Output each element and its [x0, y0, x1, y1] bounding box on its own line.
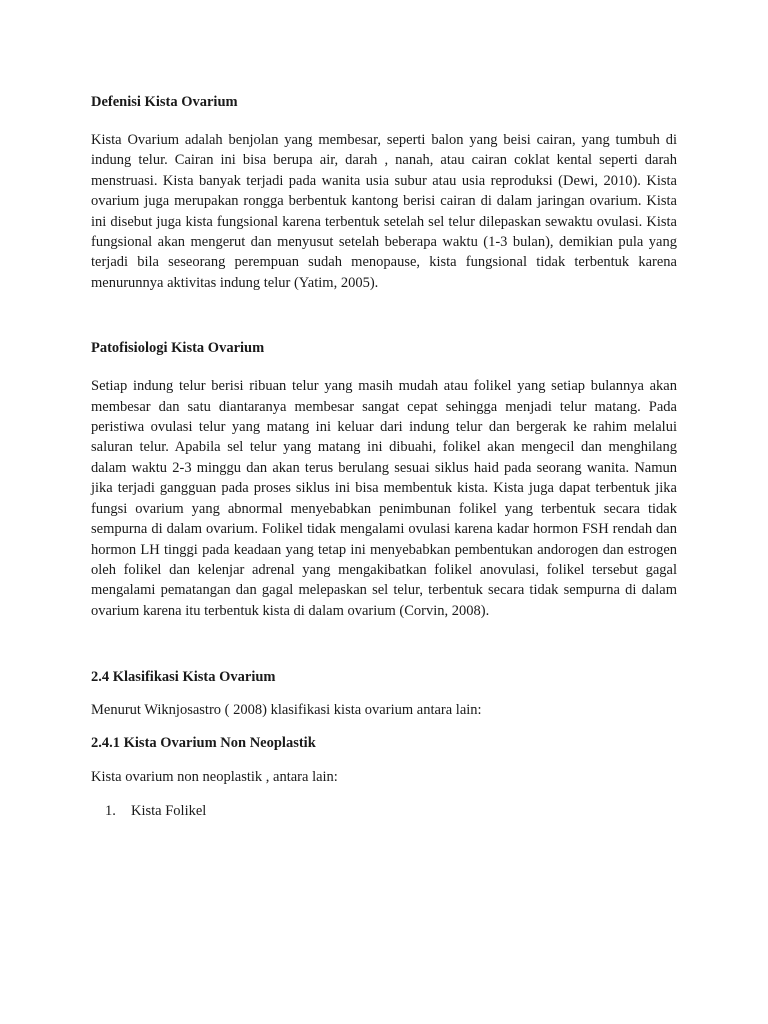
paragraph-defenisi: Kista Ovarium adalah benjolan yang membesar, seperti balon yang beisi cairan, yang tumbuh di indung telur. Cairan ini bisa berupa air, darah , nanah, atau cairan coklat kental seperti darah menstruasi. Kista banyak terjadi pada wanita usia subur atau usia reproduksi (Dewi, 2010). Kista ovarium juga merupakan rongga berbentuk kantong berisi cairan di dalam jaringan ovarium. Kista ini disebut juga kista fungsional karena terbentuk setelah sel telur dilepaskan sewaktu ovulasi. Kista fungsional akan mengerut dan menyusut setelah beberapa waktu (1-3 bulan), demikian pula yang terjadi bila seseorang perempuan sudah menopause, kista fungsional tidak terbentuk karena menurunnya aktivitas indung telur (Yatim, 2005). [91, 132, 677, 291]
heading-patofisiologi: Patofisiologi Kista Ovarium [91, 340, 265, 357]
non-neoplastik-list [91, 801, 677, 821]
heading-klasifikasi: 2.4 Klasifikasi Kista Ovarium [91, 669, 276, 686]
list-item-number: 1. [105, 803, 116, 820]
heading-defenisi: Defenisi Kista Ovarium [91, 94, 238, 110]
paragraph-patofisiologi: Setiap indung telur berisi ribuan telur yang masih mudah atau folikel yang setiap bulannya akan membesar dan satu diantaranya membesar sangat cepat sehingga menjadi telur matang. Pada peristiwa ovulasi telur yang matang ini keluar dari indung telur dan bergerak ke rahim melalui saluran telur. Apabila sel telur yang matang ini dibuahi, folikel akan mengecil dan menghilang dalam waktu 2-3 minggu dan akan terus berulang sesuai siklus haid pada seorang wanita. Namun jika terjadi gangguan pada proses siklus ini bisa membentuk kista. Kista juga dapat terbentuk jika fungsi ovarium yang abnormal menyebabkan penimbunan folikel yang terbentuk secara tidak sempurna di dalam ovarium. Folikel tidak mengalami ovulasi karena kadar hormon FSH rendah dan hormon LH tinggi pada keadaan yang tetap ini menyebabkan pembentukan andorogen dan estrogen oleh folikel dan kelenjar adrenal yang mengakibatkan folikel anovulasi, folikel tersebut gagal mengalami pematangan dan gagal melepaskan sel telur, terbentuk secara tidak sempurna di dalam ovarium karena itu terbentuk kista di dalam ovarium (Corvin, 2008). [91, 378, 677, 619]
heading-non-neoplastik: 2.4.1 Kista Ovarium Non Neoplastik [91, 735, 316, 752]
non-neoplastik-intro: Kista ovarium non neoplastik , antara lain: [91, 769, 338, 786]
list-item [105, 801, 677, 821]
document-page [91, 92, 677, 821]
list-item-text: Kista Folikel [131, 803, 207, 820]
klasifikasi-intro: Menurut Wiknjosastro ( 2008) klasifikasi kista ovarium antara lain: [91, 702, 482, 719]
